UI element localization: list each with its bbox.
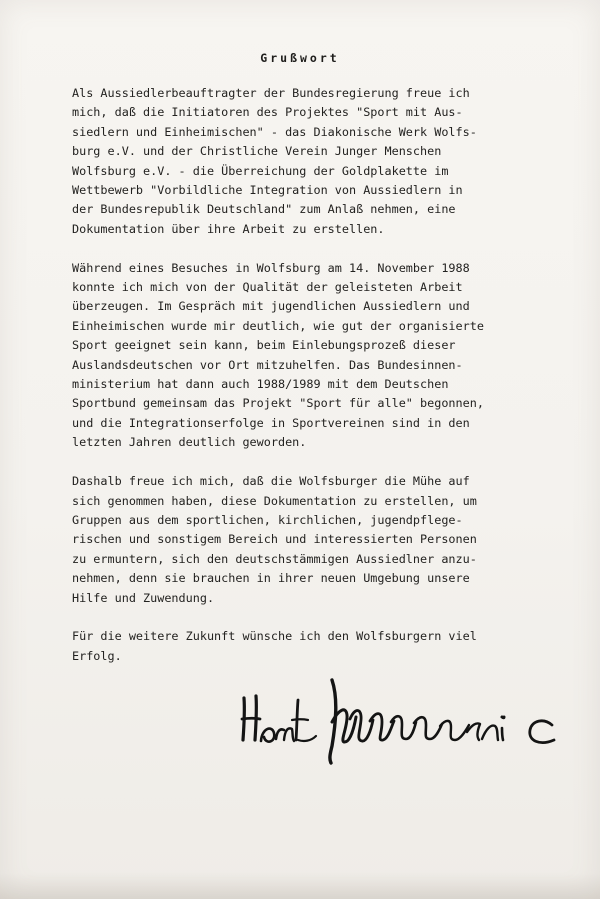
text-line: Sport geeignet sein kann, beim Einlebungsprozeß dieser [72,338,456,353]
text-line: Hilfe und Zuwendung. [72,590,215,605]
text-line: burg e.V. und der Christliche Verein Junger Menschen [72,144,442,159]
text-line: sich genommen haben, diese Dokumentation zu erstellen, um [72,493,477,508]
text-line: nehmen, denn sie brauchen in ihrer neuen Umgebung unsere [72,571,470,586]
text-line: Erfolg. [72,648,122,663]
paragraph-3 [72,472,592,608]
paragraph-1 [72,84,592,239]
text-line: Als Aussiedlerbeauftragter der Bundesregierung freue ich [72,86,470,100]
signature-drawing [236,662,566,772]
text-line: Einheimischen wurde mir deutlich, wie gut der organisierte [72,318,484,333]
text-line: zu ermuntern, sich den deutschstämmigen Aussiedlner anzu- [72,551,477,566]
paragraph-4 [72,627,592,666]
text-line: letzten Jahren deutlich geworden. [72,435,307,450]
text-line: siedlern und Einheimischen" - das Diakonische Werk Wolfs- [72,124,477,139]
text-line: Dokumentation über ihre Arbeit zu erstellen. [72,221,385,236]
text-line: konnte ich mich von der Qualität der geleisteten Arbeit [72,280,463,295]
text-line: Wettbewerb "Vorbildliche Integration von Aussiedlern in [72,183,463,198]
text-line: Während eines Besuches in Wolfsburg am 14. November 1988 [72,260,470,275]
paragraph-2 [72,259,592,453]
text-line: Gruppen aus dem sportlichen, kirchlichen, jugendpflege- [72,512,463,527]
handwritten-signature [236,662,566,772]
text-line: Sportbund gemeinsam das Projekt "Sport für alle" begonnen, [72,396,484,411]
text-line: rischen und sonstigem Bereich und interessierten Personen [72,532,477,547]
text-line: der Bundesrepublik Deutschland" zum Anlaß nehmen, eine [72,202,456,217]
letter-title: Grußwort [260,51,340,65]
text-line: und die Integrationserfolge in Sportvereinen sind in den [72,415,470,430]
text-line: ministerium hat dann auch 1988/1989 mit dem Deutschen [72,377,449,392]
text-line: Für die weitere Zukunft wünsche ich den Wolfsburgern viel [72,629,477,644]
letter-body [72,84,592,686]
text-line: mich, daß die Initiatoren des Projektes "Sport mit Aus- [72,105,463,120]
text-line: Wolfsburg e.V. - die Überreichung der Goldplakette im [72,163,449,178]
paper-edge-shadow [0,873,600,899]
text-line: überzeugen. Im Gespräch mit jugendlichen Aussiedlern und [72,299,470,314]
text-line: Auslandsdeutschen vor Ort mitzuhelfen. Das Bundesinnen- [72,357,463,372]
text-line: Dashalb freue ich mich, daß die Wolfsburger die Mühe auf [72,474,470,489]
